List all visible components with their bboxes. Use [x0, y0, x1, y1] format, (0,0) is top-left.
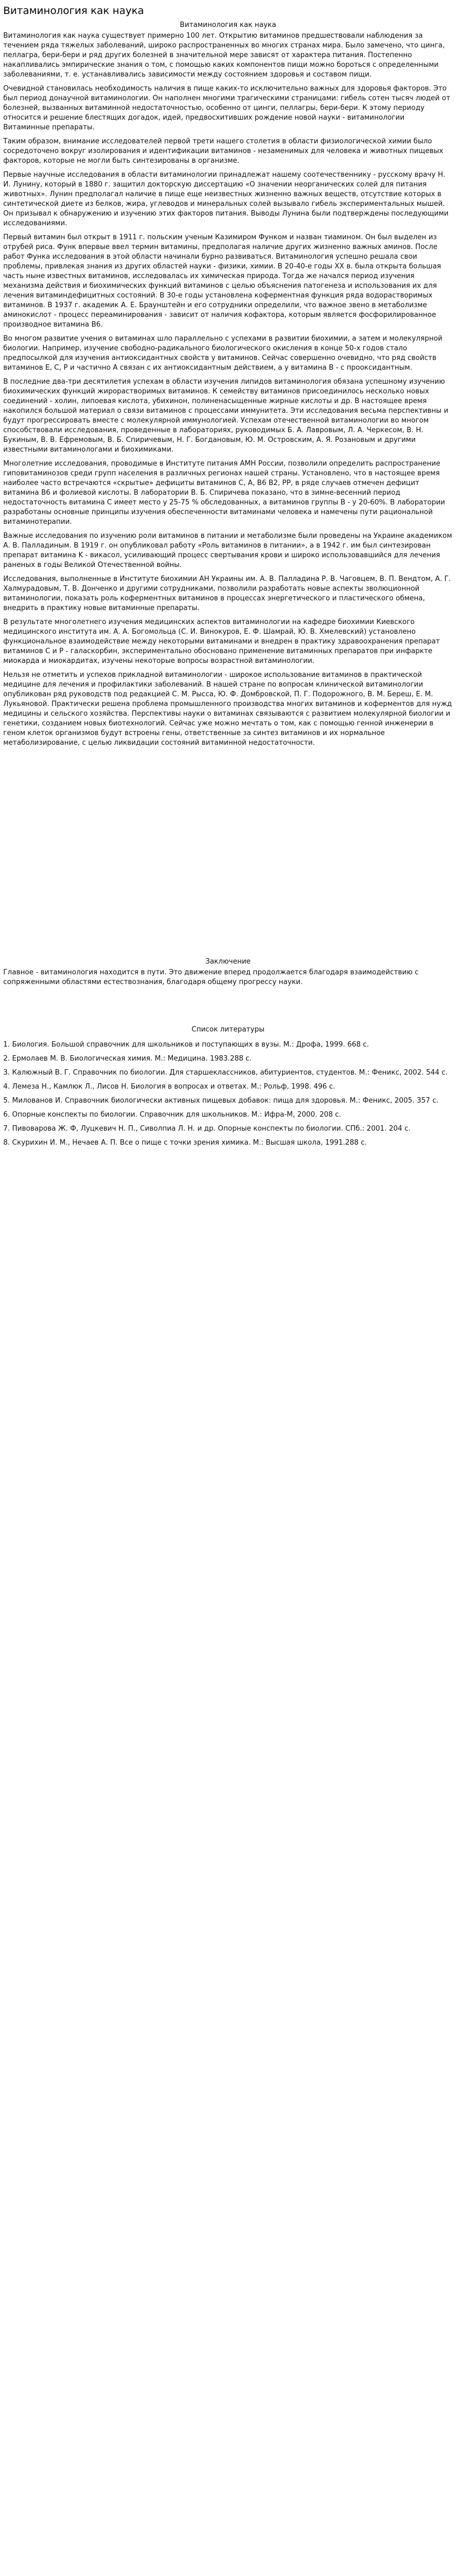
reference-item: 7. Пивоварова Ж. Ф, Луцкевич Н. П., Сиволпиа Л. Н. и др. Опорные конспекты по биологии. СПб.: 2001. 204 с. [3, 1125, 411, 1133]
conclusion-text: Главное - витаминология находится в пути. Это движение вперед продолжается благодаря взаимодействию с сопряженными областями естествознания, благодаря общему прогрессу науки. [3, 968, 419, 986]
paragraph: Очевидной становилась необходимость наличия в пище каких-то исключительно важных для здоровья факторов. Это был период донаучной витаминологии. Он наполнен многими трагическими страницами: гибель сотен тысяч людей от болезней, вызванных витаминной недостаточностью, особенно от цинги, пеллагры, бери-бери. К этому периоду относится и решение блестящих догадок, идей, предвосхитивших рождение новой науки - витаминологии Витаминные препараты. [3, 85, 451, 131]
article-heading: Витаминология как наука [180, 21, 276, 29]
paragraph: Таким образом, внимание исследователей первой трети нашего столетия в области физиологической химии было сосредоточено вокруг изолирования и идентификации витаминов - незаменимых для человека и животных пищевых факторов, которые не могли быть синтезированы в организме. [3, 137, 444, 165]
page-title: Витаминология как наука [3, 5, 144, 17]
references-heading: Список литературы [191, 1026, 265, 1034]
paragraph: Витаминология как наука существует примерно 100 лет. Открытию витаминов предшествовали наблюдения за течением ряда тяжелых заболеваний, широко распространенных во многих странах мира. Было замечено, что цинга, пеллагра, бери-бери и ряд других болезней в значительной мере зависят от характера питания. Постепенно накапливались эмпирические знания о том, с помощью каких компонентов пищи можно бороться с определенными заболеваниями, т. е. устанавливались зависимости между состоянием здоровья и составом пищи. [3, 32, 445, 79]
reference-item: 5. Милованов И. Справочник биологически активных пищевых добавок: пища для здоровья. М.: Феникс, 2005. 357 с. [3, 1097, 439, 1105]
conclusion-heading: Заключение [205, 958, 251, 966]
reference-item: 1. Биология. Большой справочник для школьников и поступающих в вузы. М.: Дрофа, 1999. 668 с. [3, 1041, 369, 1049]
blank-space [3, 752, 453, 957]
paragraph: Первый витамин был открыт в 1911 г. польским ученым Казимиром Функом и назван тиамином. Он был выделен из отрубей риса. Функ впервые ввел термин витамины, предполагая наличие других жизненно важных аминов. После работ Функа исследования в этой области начинали бурно развиваться. Витаминология успешно решала свои проблемы, привлекая знания из других областей науки - физики, химии. В 20-40-е годы XX в. была открыта большая часть ныне известных витаминов, исследовалась их химическая природа. Тогда же начался период изучения механизма действия и биохимических функций витаминов с целью объяснения патогенеза и использования их для лечения витаминдефицитных состояний. В 30-е годы установлена коферментная функция ряда водорастворимых витаминов. В 1937 г. академик А. Е. Браунштейн и его сотрудники определили, что важное звено в метаболизме аминокислот - процесс переаминирования - зависит от наличия кофактора, которым является фосфорилированное производное витамина B6. [3, 233, 441, 329]
reference-item: 6. Опорные конспекты по биологии. Справочник для школьников. М.: Ифра-М, 2000. 208 с. [3, 1111, 341, 1119]
reference-item: 3. Калюжный В. Г. Справочник по биологии. Для старшеклассников, абитуриентов, студентов. М.: Феникс, 2002. 544 с. [3, 1069, 448, 1077]
blank-space [3, 992, 453, 1025]
paragraph: Многолетние исследования, проводимые в Институте питания АМН России, позволили определить распространение гиповитаминозов среди групп населения в различных регионах нашей страны. Установлено, что в настоящее время наиболее часто встречаются «скрытые» дефициты витаминов C, A, B6 B2, PP, в ряде случаев отмечен дефицит витамина B6 и фолиевой кислоты. В лаборатории В. Б. Спиричева показано, что в зимне-весенний период недостаточность витамина C имеет место у 25-75 % обследованных, а витаминов группы B - у 20-60%. В лаборатории разработаны основные принципы изучения обеспеченности витаминами человека и намечены пути рациональной витаминотерапии. [3, 460, 445, 526]
reference-item: 8. Скурихин И. М., Нечаев А. П. Все о пище с точки зрения химика. М.: Высшая школа, 1991.288 с. [3, 1139, 367, 1147]
conclusion-section [3, 957, 453, 987]
article-body [3, 31, 453, 748]
reference-item: 4. Лемеза Н., Камлюк Л., Лисов Н. Биология в вопросах и ответах. М.: Рольф, 1998. 496 с. [3, 1083, 335, 1091]
paragraph: Первые научные исследования в области витаминологии принадлежат нашему соотечественнику - русскому врачу Н. И. Лунину, который в 1880 г. защитил докторскую диссертацию «О значении неорганических солей для питания животных». Лунин предполагал наличие в пище еще неизвестных жизненно важных веществ, отсутствие которых в синтетической диете из белков, жира, углеводов и минеральных солей вызывало гибель экспериментальных мышей. Он призывал к обнаружению и изучению этих факторов питания. Выводы Лунина были подтверждены последующими исследованиями. [3, 171, 449, 227]
document-page [0, 0, 456, 1163]
paragraph: Во многом развитие учения о витаминах шло параллельно с успехами в развитии биохимии, а затем и молекулярной биологии. Например, изучение свободно-радикального биологического окисления в конце 50-х годов стало предпосылкой для изучения антиоксидантных свойств у витаминов. Сейчас совершенно очевидно, что ряд свойств витаминов E, C, P и частично A связан с их антиоксидантным действием, а у витамина B - с прооксидантным. [3, 335, 443, 372]
references-list [3, 1040, 453, 1148]
paragraph: В последние два-три десятилетия успехам в области изучения липидов витаминология обязана успешному изучению биохимических функций жирорастворимых витаминов. К семейству витаминов присоединилось несколько новых соединений - холин, липоевая кислота, убихинон, полиненасыщенные жирные кислоты и др. В настоящее время накопился большой материал о связи витаминов с процессами иммунитета. Эти исследования весьма перспективны и будут прогрессировать вместе с молекулярной иммунологией. Успехам отечественной витаминологии во многом способствовали исследования, проведенные в лабораториях, руководимых Б. А. Лавровым, Л. А. Черкесом, В. Н. Букиным, В. В. Ефремовым, В. Б. Спиричевым, Н. Г. Богдановым, Ю. М. Островским, А. Я. Розановым и другими известными витаминологами и биохимиками. [3, 378, 448, 454]
paragraph: Исследования, выполненные в Институте биохимии АН Украины им. А. В. Палладина Р. В. Чаговцем, В. П. Вендтом, А. Г. Халмурадовым, Т. В. Донченко и другими сотрудниками, позволили разработать новые аспекты зволюционной витаминологии, показать роль коферментных витаминов в процессах энергетического и пластического обмена, внедрить в практику новые витаминные препараты. [3, 575, 451, 612]
paragraph: Нельзя не отметить и успехов прикладной витаминологии - широкое использование витаминов в практической медицине для лечения и профилактики заболеваний. В нашей стране по вопросам клинической витаминологии опубликован ряд руководств под редакцией С. М. Рысса, Ю. Ф. Домбровской, П. Г. Подорожного, В. М. Береш, Е. М. Лукьяновой. Практически решена проблема промышленного производства многих витаминов и коферментов для нужд медицины и сельского хозяйства. Перспективы науки о витаминах связываются с развитием молекулярной биологии и генетики, созданием новых биотехнологий. Сейчас уже можно мечтать о том, как с помощью генной инженерии в геном клеток организмов будут встроены гены, ответственные за синтез витаминов и их нормальное метаболизирование, с целью ликвидации состояний витаминной недостаточности. [3, 671, 452, 747]
paragraph: В результате многолетнего изучения медицинских аспектов витаминологии на кафедре биохимии Киевского медицинского института им. А. А. Богомольца (С. И. Винокуров, Е. Ф. Шамрай, Ю. В. Хмелевский) установлено функциональное взаимодействие между некоторыми витаминами и внедрен в практику здравоохранения препарат витаминов C и P - галаскорбин, экспериментально обосновано применение витаминных препаратов при инфаркте миокарда и миокардитах, изучены некоторые вопросы возрастной витаминологии. [3, 618, 440, 665]
reference-item: 2. Ермолаев М. В. Биологическая химия. М.: Медицина. 1983.288 с. [3, 1055, 252, 1063]
references-section [3, 1025, 453, 1148]
paragraph: Важные исследования по изучению роли витаминов в питании и метаболизме были проведены на Украине академиком А. В. Палладиным. В 1919 г. он опубликовал работу «Роль витаминов в питании», а в 1942 г. им был синтезирован препарат витамина K - викасол, усиливающий процесс свертывания крови и широко использовавшийся для лечения раненых в годы Великой Отечественной войны. [3, 532, 452, 569]
